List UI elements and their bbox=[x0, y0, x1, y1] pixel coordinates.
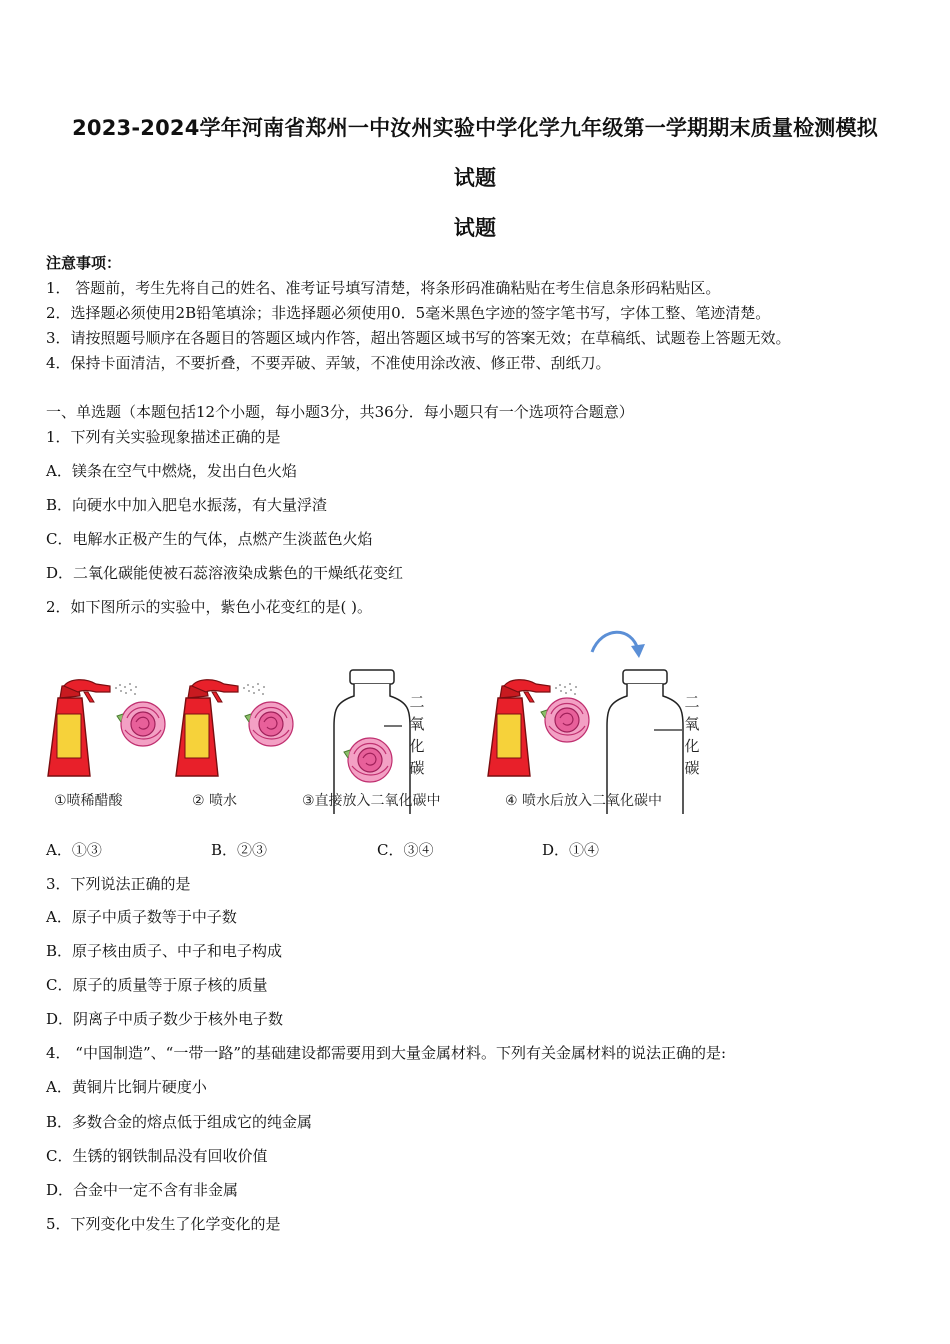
rotate-arrow-icon bbox=[592, 632, 638, 652]
page-title-continued: 试题 bbox=[453, 166, 497, 190]
jar4-label-char: 二 bbox=[684, 693, 700, 711]
figure-caption-4: ④ 喷水后放入二氧化碳中 bbox=[505, 793, 663, 809]
option-b: B．原子核由质子、中子和电子构成 bbox=[46, 942, 283, 960]
page-title: 2023-2024学年河南省郑州一中汝州实验中学化学九年级第一学期期末质量检测模拟 bbox=[72, 116, 878, 140]
option-d: D．①④ bbox=[542, 841, 600, 859]
option-b: B．向硬水中加入肥皂水振荡，有大量浮渣 bbox=[46, 496, 328, 514]
option-d: D．二氧化碳能使被石蕊溶液染成紫色的干燥纸花变红 bbox=[46, 564, 404, 582]
experiment-1-spray-vinegar bbox=[48, 680, 165, 776]
experiment-2-spray-water bbox=[176, 680, 293, 776]
jar3-label-char: 氧 bbox=[409, 715, 425, 733]
experiment-figure bbox=[40, 628, 720, 814]
section-heading: 一、单选题（本题包括12个小题，每小题3分，共36分．每小题只有一个选项符合题意） bbox=[46, 403, 634, 421]
option-c: C．生锈的钢铁制品没有回收价值 bbox=[46, 1147, 268, 1165]
jar4-label-char: 氧 bbox=[684, 715, 700, 733]
question-stem: 5．下列变化中发生了化学变化的是 bbox=[46, 1215, 281, 1233]
figure-caption-2: ② 喷水 bbox=[192, 793, 238, 809]
question-stem: 4． “中国制造”、“一带一路”的基础建设都需要用到大量金属材料。下列有关金属材料的说法正确的是: bbox=[46, 1044, 727, 1062]
notice-item: 1． 答题前，考生先将自己的姓名、准考证号填写清楚，将条形码准确粘贴在考生信息条形码粘贴区。 bbox=[46, 279, 721, 297]
figure-caption-1: ①喷稀醋酸 bbox=[54, 793, 123, 809]
option-c: C．电解水正极产生的气体，点燃产生淡蓝色火焰 bbox=[46, 530, 373, 548]
jar4-label-char: 化 bbox=[684, 737, 700, 755]
jar3-label-char: 二 bbox=[409, 693, 425, 711]
notice-item: 2．选择题必须使用2B铅笔填涂；非选择题必须使用0．5毫米黑色字迹的签字笔书写，字体工整、笔迹清楚。 bbox=[46, 304, 771, 322]
question-stem: 2．如下图所示的实验中，紫色小花变红的是( )。 bbox=[46, 598, 373, 616]
jar3-label-char: 碳 bbox=[409, 759, 425, 777]
option-b: B．多数合金的熔点低于组成它的纯金属 bbox=[46, 1113, 313, 1131]
notice-heading: 注意事项： bbox=[46, 254, 122, 272]
option-a: A．原子中质子数等于中子数 bbox=[46, 908, 237, 926]
option-a: A．镁条在空气中燃烧，发出白色火焰 bbox=[46, 462, 297, 480]
notice-item: 4．保持卡面清洁，不要折叠，不要弄破、弄皱，不准使用涂改液、修正带、刮纸刀。 bbox=[46, 354, 611, 372]
figure-caption-3: ③直接放入二氧化碳中 bbox=[302, 793, 441, 809]
option-c: C．原子的质量等于原子核的质量 bbox=[46, 976, 268, 994]
option-b: B．②③ bbox=[211, 841, 268, 859]
page-subtitle: 试题 bbox=[453, 216, 497, 240]
notice-item: 3．请按照题号顺序在各题目的答题区域内作答，超出答题区域书写的答案无效；在草稿纸、试题卷上答题无效。 bbox=[46, 329, 791, 347]
question-stem: 3．下列说法正确的是 bbox=[46, 875, 191, 893]
jar3-label-char: 化 bbox=[409, 737, 425, 755]
question-stem: 1．下列有关实验现象描述正确的是 bbox=[46, 428, 281, 446]
option-d: D．阴离子中质子数少于核外电子数 bbox=[46, 1010, 284, 1028]
experiment-4-spray-then-jar bbox=[488, 632, 683, 814]
jar4-label-char: 碳 bbox=[684, 759, 700, 777]
option-a: A．黄铜片比铜片硬度小 bbox=[46, 1078, 207, 1096]
option-d: D．合金中一定不含有非金属 bbox=[46, 1181, 239, 1199]
option-a: A．①③ bbox=[46, 841, 102, 859]
option-c: C．③④ bbox=[377, 841, 434, 859]
